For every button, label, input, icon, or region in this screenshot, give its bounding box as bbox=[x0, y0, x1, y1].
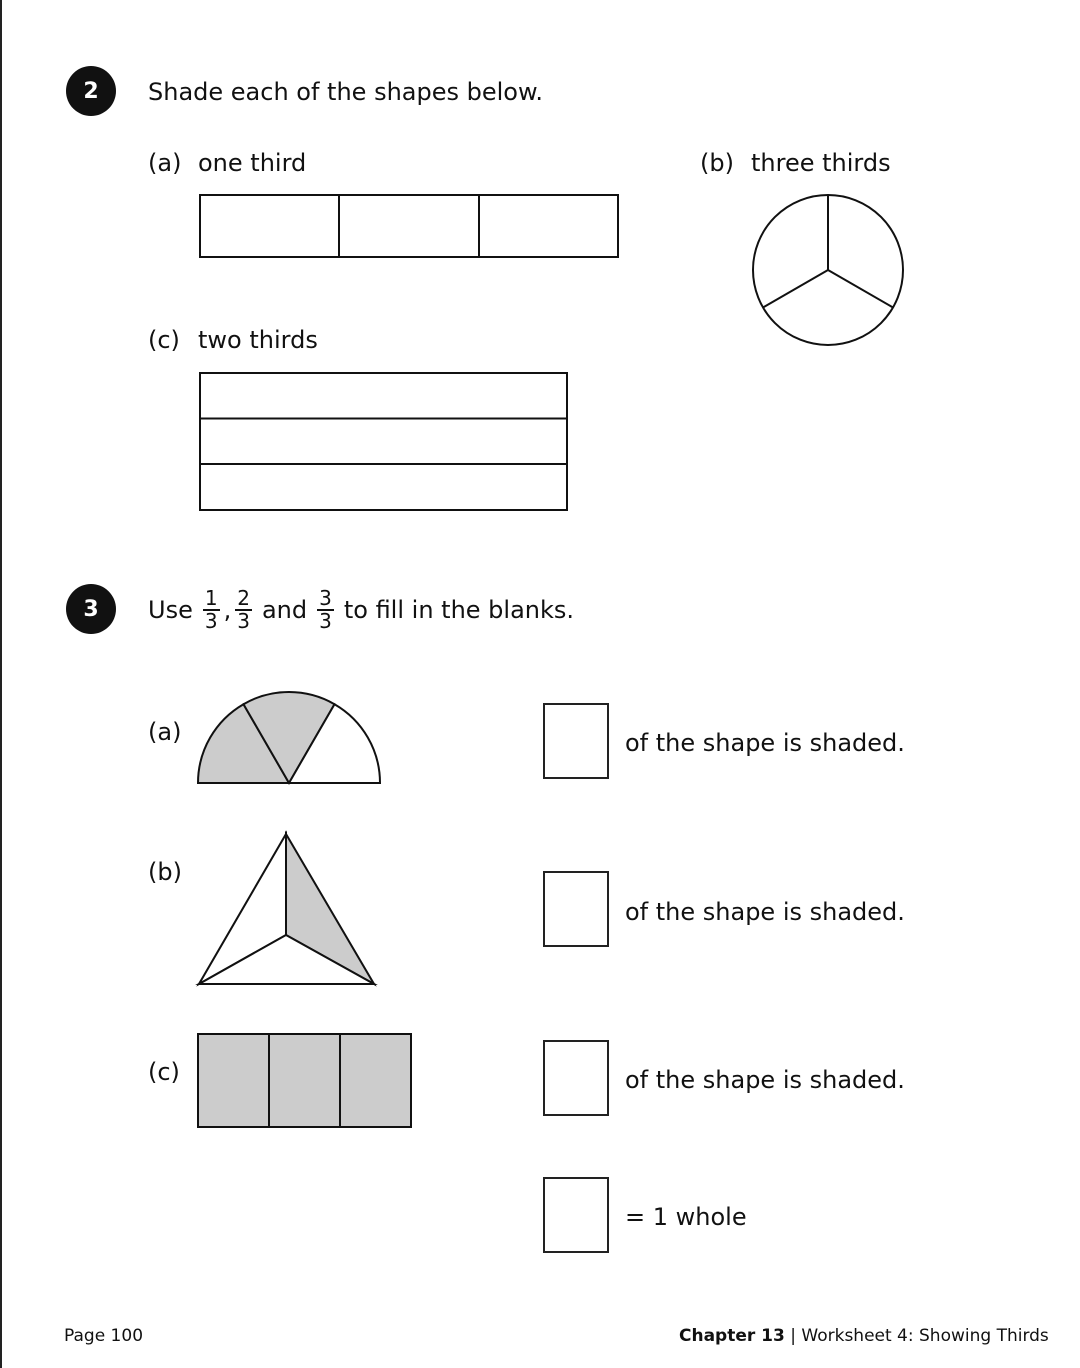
comma: , bbox=[223, 596, 232, 624]
rectangle-thirds-vertical[interactable] bbox=[199, 194, 619, 258]
fraction-three-thirds bbox=[317, 588, 334, 632]
circle-thirds[interactable] bbox=[752, 194, 904, 346]
page-number: Page 100 bbox=[64, 1326, 144, 1346]
footer-chapter-info bbox=[679, 1326, 1049, 1346]
page-edge bbox=[0, 0, 2, 1368]
question-number: 3 bbox=[83, 596, 99, 622]
rectangle-outline bbox=[200, 373, 567, 510]
part-b-letter: (b) bbox=[700, 149, 734, 177]
instruction-word: and bbox=[261, 596, 308, 624]
whole-equation: = 1 whole bbox=[625, 1203, 747, 1231]
instruction-word: Use bbox=[148, 596, 193, 624]
fraction-numerator: 2 bbox=[237, 586, 250, 610]
chapter-label: Chapter 13 bbox=[679, 1326, 785, 1346]
triangle-thirds bbox=[198, 832, 376, 987]
instruction-word: to fill in the blanks. bbox=[343, 596, 575, 624]
part-a-text: one third bbox=[198, 149, 307, 177]
question-number-badge bbox=[66, 584, 116, 634]
fraction-numerator: 3 bbox=[319, 586, 332, 610]
question-number-badge bbox=[66, 66, 116, 116]
rectangle-thirds-shaded bbox=[197, 1033, 412, 1128]
answer-box[interactable] bbox=[543, 703, 609, 779]
shaded-rectangle bbox=[198, 1034, 411, 1127]
answer-box[interactable] bbox=[543, 1040, 609, 1116]
worksheet-title: Worksheet 4: Showing Thirds bbox=[801, 1326, 1049, 1346]
question-instruction: Shade each of the shapes below. bbox=[148, 78, 544, 106]
fraction-two-thirds bbox=[235, 588, 252, 632]
answer-box[interactable] bbox=[543, 871, 609, 947]
answer-sentence: of the shape is shaded. bbox=[625, 729, 905, 757]
fraction-numerator: 1 bbox=[204, 586, 218, 610]
semicircle-thirds bbox=[197, 691, 381, 785]
answer-box[interactable] bbox=[543, 1177, 609, 1253]
part-a-letter: (a) bbox=[148, 149, 182, 177]
part-b-letter: (b) bbox=[148, 858, 182, 886]
part-c-letter: (c) bbox=[148, 1058, 180, 1086]
question-instruction bbox=[148, 582, 580, 638]
part-b-text: three thirds bbox=[751, 149, 891, 177]
answer-sentence: of the shape is shaded. bbox=[625, 898, 905, 926]
rectangle-thirds-horizontal[interactable] bbox=[199, 372, 568, 511]
fraction-denominator: 3 bbox=[237, 609, 250, 633]
footer-separator: | bbox=[790, 1326, 796, 1346]
part-c-letter: (c) bbox=[148, 326, 180, 354]
fraction-one-third bbox=[203, 588, 220, 632]
part-a-letter: (a) bbox=[148, 718, 182, 746]
answer-sentence: of the shape is shaded. bbox=[625, 1066, 905, 1094]
fraction-denominator: 3 bbox=[204, 609, 218, 633]
question-number: 2 bbox=[83, 78, 99, 104]
fraction-denominator: 3 bbox=[319, 609, 332, 633]
rectangle-outline bbox=[200, 195, 618, 257]
part-c-text: two thirds bbox=[198, 326, 318, 354]
